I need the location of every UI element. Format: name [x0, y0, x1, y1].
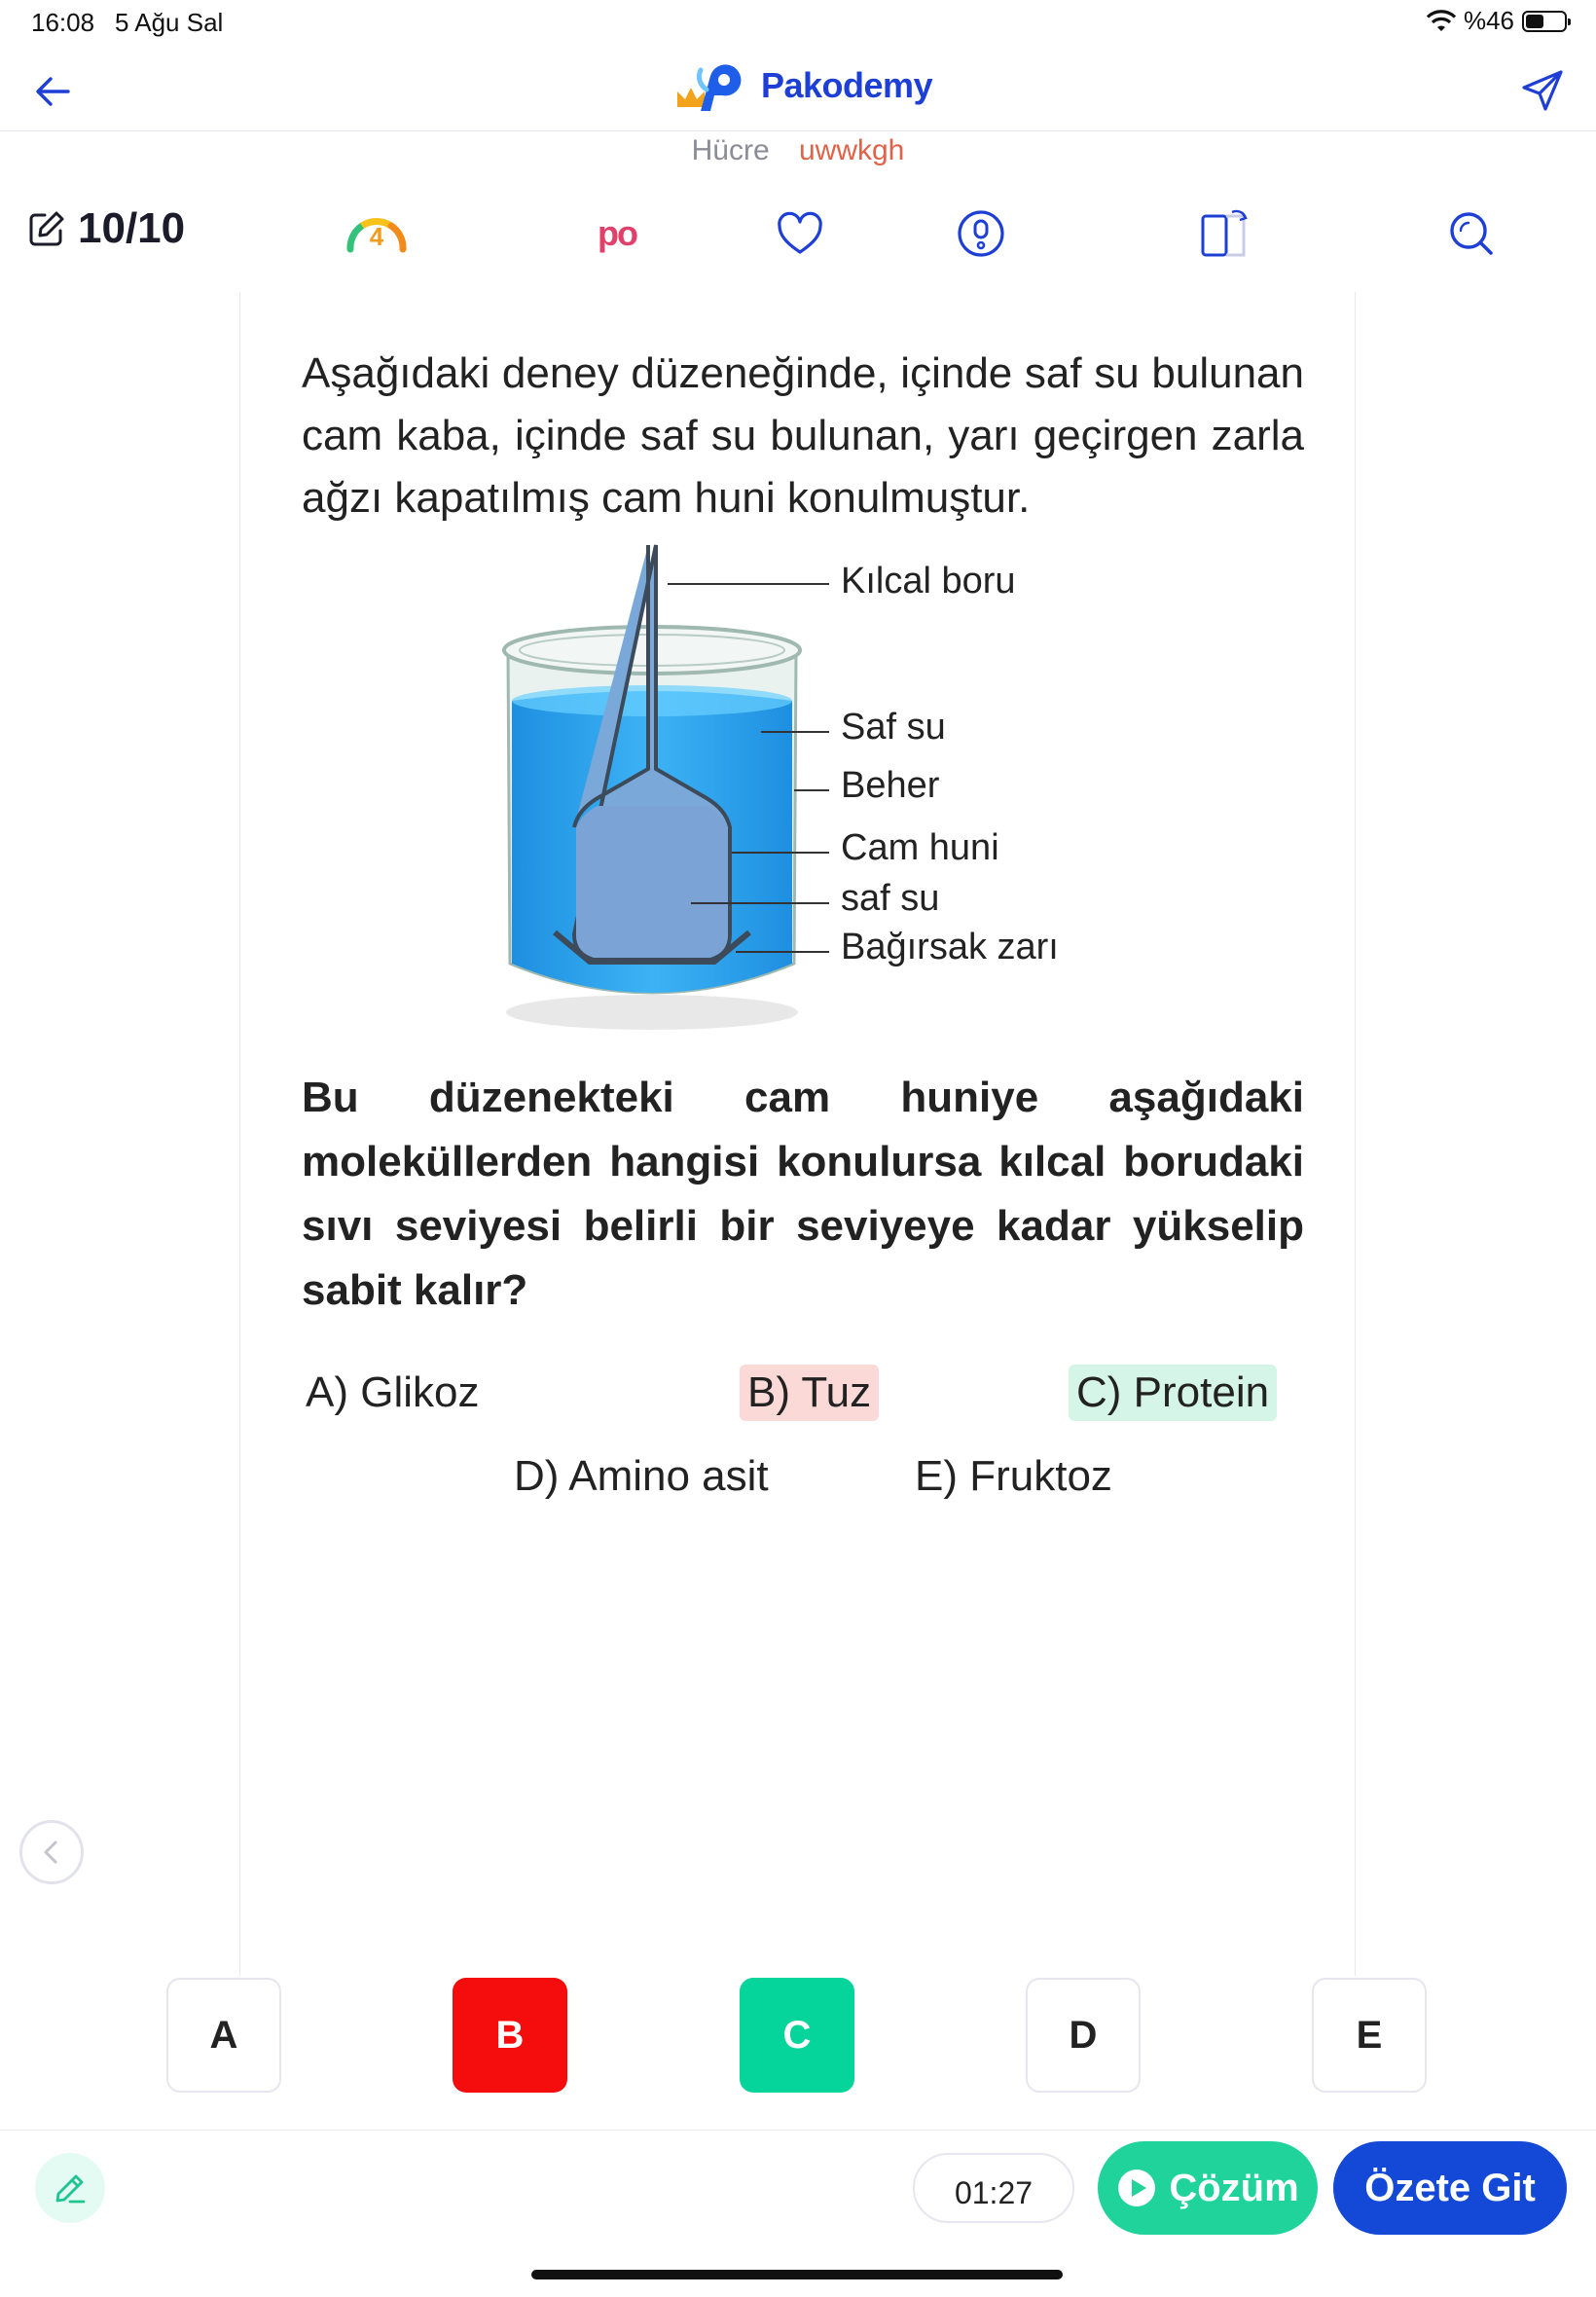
question-intro: Aşağıdaki deney düzeneğinde, içinde saf su bulunan cam kaba, içinde saf su bulunan, yarı geçirgen zarla ağzı kapatılmış cam huni konulmuştur. — [302, 349, 1304, 522]
timer: 01:27 — [913, 2153, 1074, 2223]
counter-value: 10/10 — [78, 204, 186, 252]
label-beaker: Beher — [841, 765, 940, 806]
previous-question-button[interactable] — [19, 1820, 84, 1884]
answer-d-button[interactable]: D — [1026, 1978, 1141, 2093]
chevron-left-icon — [40, 1839, 63, 1866]
battery-percent: %46 — [1463, 6, 1514, 35]
option-b[interactable]: B) Tuz — [740, 1365, 879, 1421]
notes-button[interactable] — [35, 2153, 105, 2223]
answer-a-button[interactable]: A — [166, 1978, 281, 2093]
pakodemy-logo-icon — [671, 56, 749, 115]
po-label: po — [598, 213, 636, 253]
gauge-value: 4 — [369, 222, 384, 251]
label-capillary: Kılcal boru — [841, 561, 1016, 602]
footer-divider — [0, 2130, 1596, 2131]
heart-icon — [776, 211, 824, 256]
report-button[interactable] — [954, 206, 1008, 261]
question-prompt: Bu düzenekteki cam huniye aşağıdaki moleküllerden hangisi konulursa kılcal borudaki sıvı seviyesi belirli bir seviyeye kadar yükselip sabit kalır? — [302, 1074, 1304, 1314]
label-membrane: Bağırsak zarı — [841, 927, 1059, 967]
brand-logo — [671, 56, 932, 115]
summary-button[interactable]: Özete Git — [1333, 2141, 1567, 2235]
label-funnel: Cam huni — [841, 827, 999, 868]
edit-square-icon — [27, 209, 66, 248]
play-icon — [1116, 2168, 1157, 2208]
po-button[interactable] — [590, 206, 644, 261]
search-button[interactable] — [1444, 206, 1499, 261]
wifi-icon — [1427, 10, 1456, 33]
option-c[interactable]: C) Protein — [1069, 1365, 1277, 1421]
battery-icon — [1522, 11, 1567, 32]
subtitle — [0, 134, 1596, 167]
rotate-button[interactable] — [1199, 206, 1253, 261]
header-divider — [0, 130, 1596, 131]
question-counter — [27, 204, 185, 253]
option-a[interactable]: A) Glikoz — [306, 1368, 480, 1416]
answer-e-button[interactable]: E — [1312, 1978, 1427, 2093]
status-date: 5 Ağu Sal — [115, 8, 224, 37]
experiment-figure — [487, 535, 1119, 1041]
content-left-border — [239, 292, 240, 1976]
rotate-screen-icon — [1199, 208, 1253, 259]
search-icon — [1447, 209, 1496, 258]
status-indicators — [1427, 6, 1567, 36]
answer-c-button[interactable]: C — [740, 1978, 854, 2093]
favorite-button[interactable] — [773, 206, 827, 261]
solution-button[interactable] — [1098, 2141, 1318, 2235]
status-time: 16:08 — [31, 8, 95, 37]
home-indicator — [531, 2270, 1063, 2279]
question-code: uwwkgh — [798, 134, 905, 166]
option-e[interactable]: E) Fruktoz — [915, 1452, 1112, 1500]
option-d[interactable]: D) Amino asit — [514, 1452, 769, 1500]
brand-name: Pakodemy — [761, 65, 933, 105]
difficulty-gauge[interactable] — [343, 201, 411, 263]
answer-b-button[interactable]: B — [453, 1978, 567, 2093]
pencil-icon — [53, 2170, 88, 2206]
label-funnel-water: saf su — [841, 878, 940, 919]
back-arrow-icon[interactable] — [29, 68, 76, 115]
alert-icon — [956, 208, 1006, 259]
send-icon[interactable] — [1518, 66, 1567, 115]
topic-name: Hücre — [691, 134, 770, 166]
solution-label: Çözüm — [1169, 2166, 1299, 2209]
label-pure-water: Saf su — [841, 707, 946, 747]
content-right-border — [1355, 292, 1356, 1976]
